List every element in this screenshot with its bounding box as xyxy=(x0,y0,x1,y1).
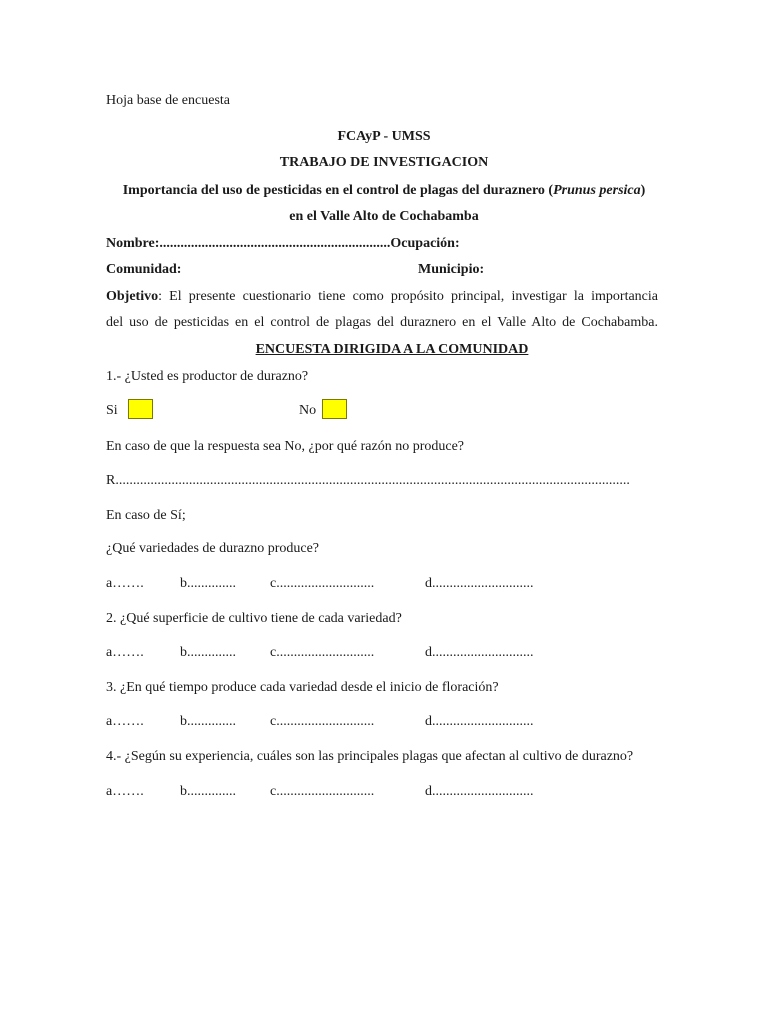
objective-label: Objetivo xyxy=(106,289,159,304)
if-no-question: En caso de que la respuesta sea No, ¿por qué razón no produce? xyxy=(106,439,465,454)
varieties-question: ¿Qué variedades de durazno produce? xyxy=(106,541,320,556)
answer-option-b[interactable]: b.............. xyxy=(180,784,236,799)
doc-type: TRABAJO DE INVESTIGACION xyxy=(279,155,489,170)
answer-option-d[interactable]: d............................. xyxy=(425,714,534,729)
objective-line-2: del uso de pesticidas en el control de plagas del duraznero en el Valle Alto de Cochabamba. xyxy=(106,315,658,330)
answer-option-b[interactable]: b.............. xyxy=(180,714,236,729)
answer-option-d[interactable]: d............................. xyxy=(425,645,534,660)
answer-option-b[interactable]: b.............. xyxy=(180,645,236,660)
answer-option-c[interactable]: c............................ xyxy=(270,714,375,729)
answer-option-c[interactable]: c............................ xyxy=(270,576,375,591)
question-3: 3. ¿En qué tiempo produce cada variedad desde el inicio de floración? xyxy=(106,680,499,695)
section-title: ENCUESTA DIRIGIDA A LA COMUNIDAD xyxy=(255,342,529,357)
answer-option-c[interactable]: c............................ xyxy=(270,784,375,799)
title-pre: Importancia del uso de pesticidas en el control de plagas del duraznero ( xyxy=(122,183,554,198)
answer-option-b[interactable]: b.............. xyxy=(180,576,236,591)
answer-option-a[interactable]: a……. xyxy=(106,784,144,799)
title-line-2: en el Valle Alto de Cochabamba xyxy=(289,209,479,224)
header-note: Hoja base de encuesta xyxy=(106,93,230,108)
title-species: Prunus persica xyxy=(553,183,641,198)
answer-option-a[interactable]: a……. xyxy=(106,645,144,660)
field-ocupacion-label: Ocupación: xyxy=(390,236,460,251)
answer-line[interactable]: R................................................................................................................................................... xyxy=(106,473,630,488)
title-line-1 xyxy=(0,182,768,200)
yes-label: Si xyxy=(106,403,118,418)
yes-checkbox[interactable] xyxy=(128,399,153,419)
field-municipio: Municipio: xyxy=(418,262,485,277)
answer-option-d[interactable]: d............................. xyxy=(425,576,534,591)
question-1: 1.- ¿Usted es productor de durazno? xyxy=(106,369,309,384)
no-checkbox[interactable] xyxy=(322,399,347,419)
objective-line-1 xyxy=(106,288,658,306)
answer-option-a[interactable]: a……. xyxy=(106,576,144,591)
field-comunidad: Comunidad: xyxy=(106,262,182,277)
objective-text-1: : El presente cuestionario tiene como propósito principal, investigar la importancia xyxy=(158,289,658,304)
question-4: 4.- ¿Según su experiencia, cuáles son las principales plagas que afectan al cultivo de durazno? xyxy=(106,749,634,764)
title-post: ) xyxy=(640,183,646,198)
no-label: No xyxy=(299,403,317,418)
answer-option-c[interactable]: c............................ xyxy=(270,645,375,660)
field-nombre-label: Nombre:.................................................................. xyxy=(106,236,391,251)
if-yes-label: En caso de Sí; xyxy=(106,508,186,523)
institution: FCAyP - UMSS xyxy=(337,129,431,144)
question-2: 2. ¿Qué superficie de cultivo tiene de cada variedad? xyxy=(106,611,402,626)
field-nombre xyxy=(106,235,460,253)
answer-option-d[interactable]: d............................. xyxy=(425,784,534,799)
answer-option-a[interactable]: a……. xyxy=(106,714,144,729)
